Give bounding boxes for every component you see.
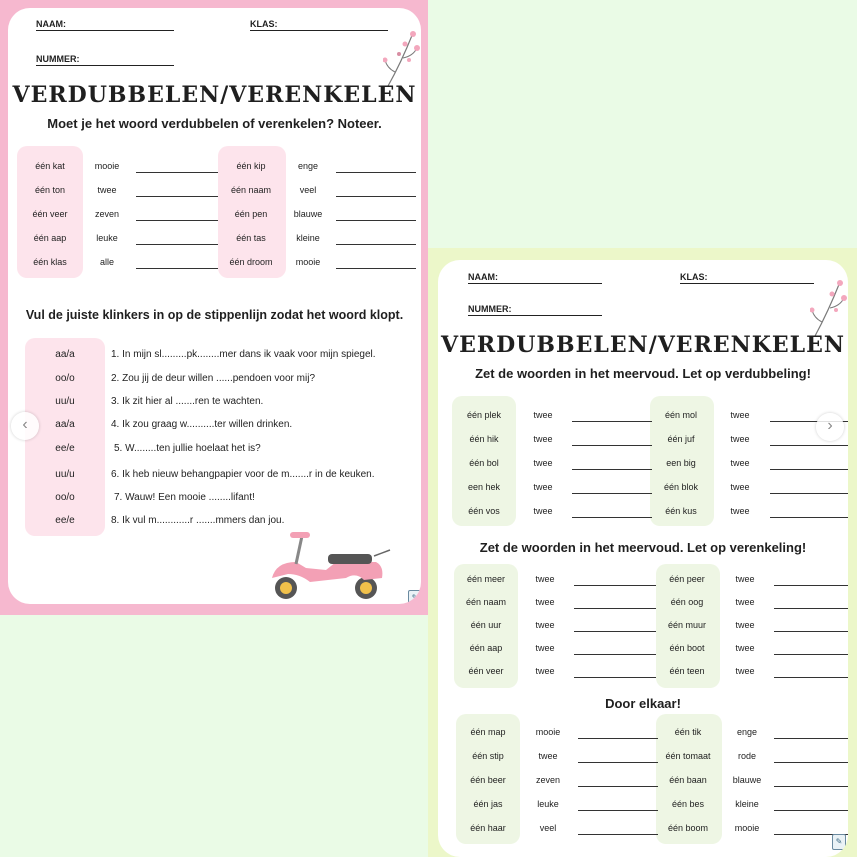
adjective-word: twee — [97, 185, 117, 195]
klas-label: KLAS: — [250, 19, 278, 29]
vowel-pair: uu/u — [55, 396, 75, 407]
word-row — [218, 257, 418, 271]
fill-in-sentence: 7. Wauw! Een mooie ........lifant! — [114, 492, 255, 503]
vowel-pair: oo/o — [55, 373, 75, 384]
singular-word: één tas — [236, 233, 266, 243]
adjective-word: mooie — [295, 257, 321, 267]
adjective-word: mooie — [734, 823, 760, 833]
singular-word: één droom — [229, 257, 273, 267]
word-row — [654, 597, 848, 611]
word-row — [218, 185, 418, 199]
singular-word: één ton — [34, 185, 66, 195]
adjective-word: twee — [730, 434, 750, 444]
answer-blank[interactable] — [136, 196, 218, 197]
adjective-word: blauwe — [732, 775, 762, 785]
singular-word: één juf — [667, 434, 695, 444]
page-title-2: VERDUBBELEN/VERENKELEN — [441, 332, 845, 358]
section-3-title: Door elkaar! — [605, 696, 681, 711]
singular-word: één hik — [469, 434, 499, 444]
singular-word: één pen — [234, 209, 268, 219]
naam-label-2: NAAM: — [468, 272, 498, 282]
fill-in-sentence: 6. Ik heb nieuw behangpapier voor de m.......r in de keuken. — [111, 469, 375, 480]
answer-blank[interactable] — [574, 585, 656, 586]
singular-word: één aap — [469, 643, 503, 653]
word-row — [452, 643, 652, 657]
adjective-word: zeven — [535, 775, 561, 785]
section-1-title: Zet de woorden in het meervoud. Let op verdubbeling! — [475, 366, 811, 381]
singular-word: één map — [470, 727, 506, 737]
klas-field-2 — [680, 272, 708, 282]
singular-word: één naam — [465, 597, 507, 607]
singular-word: één beer — [470, 775, 506, 785]
adjective-word: leuke — [96, 233, 118, 243]
chevron-right-icon: › — [827, 417, 833, 434]
answer-blank[interactable] — [572, 421, 652, 422]
naam-label: NAAM: — [36, 19, 66, 29]
word-row — [654, 643, 848, 657]
word-row — [18, 161, 218, 175]
singular-word: één veer — [32, 209, 68, 219]
singular-word: één kus — [665, 506, 697, 516]
singular-word: één kip — [236, 161, 266, 171]
vowel-pair: ee/e — [55, 443, 75, 454]
answer-blank[interactable] — [774, 585, 848, 586]
word-row — [652, 775, 848, 789]
singular-word: een big — [666, 458, 696, 468]
adjective-word: twee — [533, 410, 553, 420]
word-row — [652, 727, 848, 741]
singular-word: één vos — [468, 506, 500, 516]
singular-word: één kat — [35, 161, 65, 171]
word-row — [454, 727, 654, 741]
flower-branch-icon-2 — [810, 276, 848, 338]
word-row — [452, 597, 652, 611]
vowel-box — [25, 338, 105, 536]
word-row — [450, 410, 650, 424]
answer-blank[interactable] — [336, 172, 416, 173]
answer-blank[interactable] — [336, 196, 416, 197]
adjective-word: twee — [535, 666, 555, 676]
fill-in-sentence: 3. Ik zit hier al .......ren te wachten. — [111, 396, 264, 407]
singular-word: één teen — [669, 666, 705, 676]
adjective-word: twee — [735, 574, 755, 584]
adjective-word: twee — [730, 410, 750, 420]
singular-word: één klas — [33, 257, 67, 267]
adjective-word: zeven — [94, 209, 120, 219]
answer-blank[interactable] — [136, 244, 218, 245]
answer-blank[interactable] — [574, 631, 656, 632]
vowel-pair: oo/o — [55, 492, 75, 503]
word-row — [452, 620, 652, 634]
singular-word: één baan — [669, 775, 707, 785]
singular-word: één plek — [466, 410, 502, 420]
answer-blank[interactable] — [574, 677, 656, 678]
instruction-2: Vul de juiste klinkers in op de stippenlijn zodat het woord klopt. — [25, 308, 404, 322]
adjective-word: twee — [535, 620, 555, 630]
adjective-word: alle — [99, 257, 114, 267]
scooter-icon — [266, 528, 396, 604]
word-row — [654, 620, 848, 634]
vowel-pair: aa/a — [55, 419, 75, 430]
klas-field — [250, 19, 278, 29]
singular-word: één aap — [33, 233, 67, 243]
nummer-label-2: NUMMER: — [468, 304, 512, 314]
chevron-left-icon: ‹ — [22, 416, 28, 433]
singular-word: één tomaat — [665, 751, 711, 761]
singular-word: één boot — [669, 643, 705, 653]
word-row — [648, 506, 848, 520]
word-row — [454, 751, 654, 765]
vowel-pair: uu/u — [55, 469, 75, 480]
vowel-pair: aa/a — [55, 349, 75, 360]
adjective-word: twee — [735, 597, 755, 607]
adjective-word: twee — [730, 458, 750, 468]
adjective-word: twee — [735, 620, 755, 630]
answer-blank[interactable] — [774, 677, 848, 678]
answer-blank[interactable] — [770, 469, 848, 470]
answer-blank[interactable] — [136, 172, 218, 173]
flower-branch-icon — [383, 28, 421, 88]
next-slide-button[interactable] — [816, 413, 844, 441]
singular-word: één jas — [473, 799, 503, 809]
word-row — [648, 434, 848, 448]
word-row — [450, 458, 650, 472]
word-row — [450, 506, 650, 520]
adjective-word: twee — [535, 574, 555, 584]
adjective-word: kleine — [735, 799, 759, 809]
answer-blank[interactable] — [572, 493, 652, 494]
klas-label-2: KLAS: — [680, 272, 708, 282]
singular-word: één stip — [472, 751, 504, 761]
answer-blank[interactable] — [774, 631, 848, 632]
answer-blank[interactable] — [770, 445, 848, 446]
adjective-word: kleine — [296, 233, 320, 243]
singular-word: één veer — [468, 666, 504, 676]
adjective-word: twee — [735, 643, 755, 653]
word-row — [218, 209, 418, 223]
word-row — [652, 799, 848, 813]
fill-in-sentence: 5. W........ten jullie hoelaat het is? — [114, 443, 261, 454]
answer-blank[interactable] — [572, 445, 652, 446]
answer-blank[interactable] — [770, 493, 848, 494]
vowel-pair: ee/e — [55, 515, 75, 526]
adjective-word: mooie — [94, 161, 120, 171]
adjective-word: twee — [730, 506, 750, 516]
singular-word: één boom — [667, 823, 709, 833]
answer-blank[interactable] — [774, 654, 848, 655]
prev-slide-button[interactable] — [11, 412, 39, 440]
nummer-label: NUMMER: — [36, 54, 80, 64]
nummer-field — [36, 54, 80, 64]
word-row — [652, 823, 848, 837]
singular-word: één bol — [469, 458, 499, 468]
adjective-word: enge — [736, 727, 758, 737]
word-row — [18, 209, 218, 223]
adjective-word: twee — [533, 506, 553, 516]
answer-blank[interactable] — [336, 220, 416, 221]
singular-word: één bes — [671, 799, 705, 809]
naam-field — [36, 19, 66, 29]
adjective-word: twee — [735, 666, 755, 676]
fill-in-sentence: 8. Ik vul m............r .......mmers dan jou. — [111, 515, 285, 526]
adjective-word: twee — [730, 482, 750, 492]
singular-word: één haar — [470, 823, 506, 833]
page-title: VERDUBBELEN/VERENKELEN — [12, 82, 417, 108]
answer-blank[interactable] — [774, 762, 848, 763]
singular-word: één naam — [230, 185, 272, 195]
logo-stamp-icon-2: ✎ — [832, 834, 846, 850]
adjective-word: twee — [533, 434, 553, 444]
answer-blank[interactable] — [574, 608, 656, 609]
logo-stamp-icon: ✎ — [408, 590, 421, 604]
answer-blank[interactable] — [136, 268, 218, 269]
adjective-word: mooie — [535, 727, 561, 737]
singular-word: een hek — [467, 482, 501, 492]
singular-word: één oog — [670, 597, 704, 607]
word-row — [454, 823, 654, 837]
adjective-word: twee — [538, 751, 558, 761]
adjective-word: enge — [297, 161, 319, 171]
word-row — [218, 233, 418, 247]
answer-blank[interactable] — [774, 786, 848, 787]
answer-blank[interactable] — [774, 810, 848, 811]
answer-blank[interactable] — [578, 762, 658, 763]
singular-word: één peer — [669, 574, 705, 584]
word-row — [454, 799, 654, 813]
answer-blank[interactable] — [578, 834, 658, 835]
word-row — [18, 233, 218, 247]
worksheet-2 — [438, 260, 848, 857]
adjective-word: leuke — [537, 799, 559, 809]
answer-blank[interactable] — [770, 517, 848, 518]
nummer-field-2 — [468, 304, 512, 314]
adjective-word: veel — [299, 185, 317, 195]
answer-blank[interactable] — [578, 738, 658, 739]
adjective-word: blauwe — [293, 209, 323, 219]
fill-in-sentence: 1. In mijn sl.........pk........mer dans ik vaak voor mijn spiegel. — [111, 349, 376, 360]
singular-word: één meer — [466, 574, 506, 584]
answer-blank[interactable] — [578, 810, 658, 811]
answer-blank[interactable] — [578, 786, 658, 787]
word-row — [18, 257, 218, 271]
instruction-1: Moet je het woord verdubbelen of verenkelen? Noteer. — [47, 116, 382, 131]
answer-blank[interactable] — [136, 220, 218, 221]
word-row — [450, 434, 650, 448]
fill-in-sentence: 2. Zou jij de deur willen ......pendoen voor mij? — [111, 373, 315, 384]
word-row — [652, 751, 848, 765]
word-row — [648, 458, 848, 472]
naam-field-2 — [468, 272, 498, 282]
adjective-word: veel — [539, 823, 557, 833]
word-row — [654, 666, 848, 680]
word-row — [454, 775, 654, 789]
adjective-word: twee — [533, 458, 553, 468]
worksheet-1 — [8, 8, 421, 604]
answer-blank[interactable] — [774, 738, 848, 739]
answer-blank[interactable] — [572, 469, 652, 470]
word-row — [18, 185, 218, 199]
adjective-word: twee — [533, 482, 553, 492]
singular-word: één uur — [470, 620, 502, 630]
word-row — [654, 574, 848, 588]
singular-word: één blok — [663, 482, 699, 492]
answer-blank[interactable] — [336, 244, 416, 245]
singular-word: één mol — [664, 410, 698, 420]
word-row — [452, 666, 652, 680]
adjective-word: twee — [535, 597, 555, 607]
word-row — [450, 482, 650, 496]
word-row — [452, 574, 652, 588]
answer-blank[interactable] — [774, 608, 848, 609]
answer-blank[interactable] — [574, 654, 656, 655]
answer-blank[interactable] — [572, 517, 652, 518]
fill-in-sentence: 4. Ik zou graag w..........ter willen drinken. — [111, 419, 293, 430]
answer-blank[interactable] — [336, 268, 416, 269]
word-row — [218, 161, 418, 175]
word-row — [648, 482, 848, 496]
section-2-title: Zet de woorden in het meervoud. Let op verenkeling! — [479, 540, 807, 555]
singular-word: één muur — [667, 620, 707, 630]
singular-word: één tik — [674, 727, 702, 737]
adjective-word: rode — [737, 751, 756, 761]
adjective-word: twee — [535, 643, 555, 653]
